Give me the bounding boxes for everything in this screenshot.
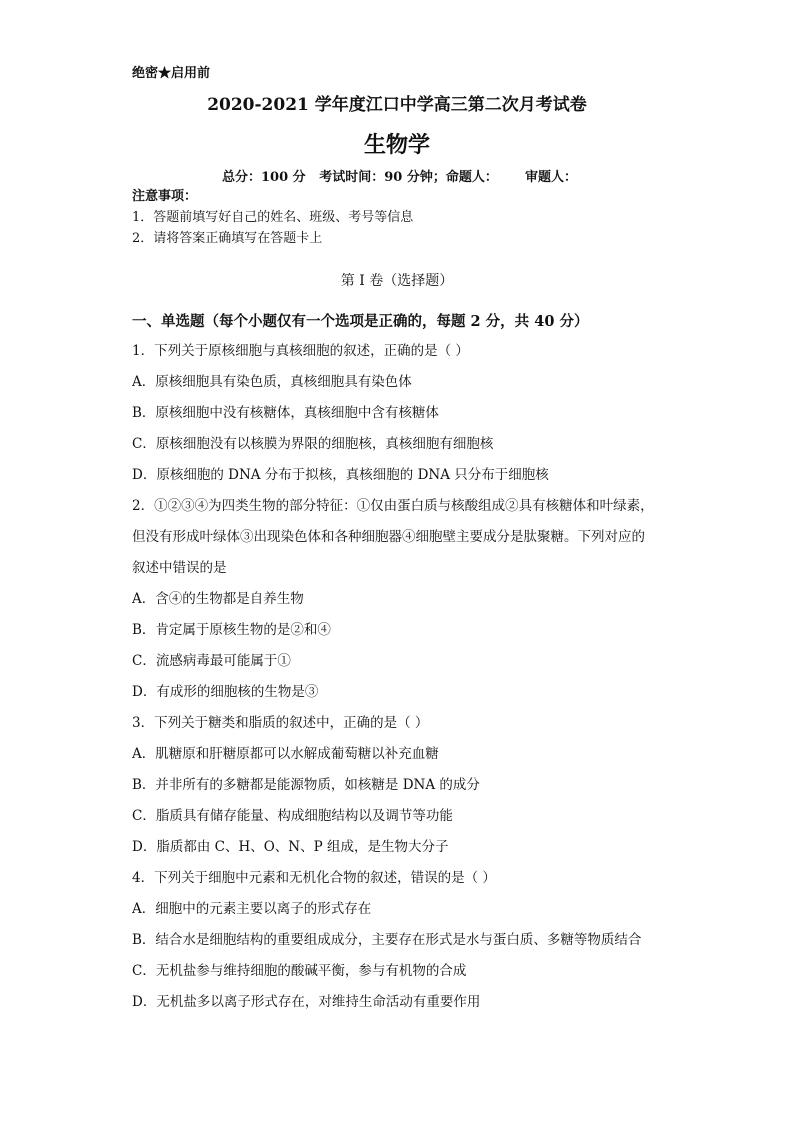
notes-block: [132, 186, 413, 249]
question-stem: 3．下列关于糖类和脂质的叙述中，正确的是（ ）: [132, 715, 429, 731]
exam-meta: 总分：100 分 考试时间：90 分钟；命题人： 审题人：: [222, 170, 578, 185]
question-option: B．结合水是细胞结构的重要组成成分，主要存在形式是水与蛋白质、多糖等物质结合: [132, 932, 642, 948]
notes-item: 1．答题前填写好自己的姓名、班级、考号等信息: [132, 210, 414, 225]
question-option: D．原核细胞的 DNA 分布于拟核，真核细胞的 DNA 只分布于细胞核: [132, 467, 549, 483]
question-option: A．肌糖原和肝糖原都可以水解成葡萄糖以补充血糖: [132, 746, 439, 762]
question-option: D．脂质都由 C、H、O、N、P 组成，是生物大分子: [132, 839, 449, 855]
secret-label: 绝密★启用前: [132, 66, 211, 81]
part-heading: 一、单选题（每个小题仅有一个选项是正确的，每题 2 分，共 40 分）: [132, 313, 589, 330]
question-option: A．原核细胞具有染色质，真核细胞具有染色体: [132, 374, 412, 390]
question: [132, 708, 672, 863]
question-stem: 1．下列关于原核细胞与真核细胞的叙述，正确的是（ ）: [132, 343, 469, 359]
question: [132, 863, 672, 1018]
question-option: C．流感病毒最可能属于①: [132, 653, 291, 669]
question-stem: 但没有形成叶绿体③出现染色体和各种细胞器④细胞壁主要成分是肽聚糖。下列对应的: [132, 529, 645, 545]
question-option: C．无机盐参与维持细胞的酸碱平衡，参与有机物的合成: [132, 963, 467, 979]
exam-title: 2020-2021 学年度江口中学高三第二次月考试卷: [207, 95, 587, 115]
question-option: D．无机盐多以离子形式存在，对维持生命活动有重要作用: [132, 994, 481, 1010]
notes-item: 2．请将答案正确填写在答题卡上: [132, 231, 323, 246]
question-stem: 叙述中错误的是: [132, 560, 227, 576]
question-option: B．肯定属于原核生物的是②和④: [132, 622, 331, 638]
question-option: C．脂质具有储存能量、构成细胞结构以及调节等功能: [132, 808, 453, 824]
question-option: B．原核细胞中没有核糖体，真核细胞中含有核糖体: [132, 405, 439, 421]
question-option: D．有成形的细胞核的生物是③: [132, 684, 319, 700]
question: [132, 336, 672, 491]
question-stem: 2．①②③④为四类生物的部分特征：①仅由蛋白质与核酸组成②具有核糖体和叶绿素，: [132, 498, 654, 514]
question-option: C．原核细胞没有以核膜为界限的细胞核，真核细胞有细胞核: [132, 436, 494, 452]
question: [132, 491, 672, 708]
question-stem: 4．下列关于细胞中元素和无机化合物的叙述，错误的是（ ）: [132, 870, 496, 886]
question-option: A．细胞中的元素主要以离子的形式存在: [132, 901, 372, 917]
question-option: A．含④的生物都是自养生物: [132, 591, 304, 607]
subject-title: 生物学: [363, 132, 430, 158]
question-option: B．并非所有的多糖都是能源物质，如核糖是 DNA 的成分: [132, 777, 480, 793]
questions-list: [132, 336, 672, 1018]
section-title: 第 I 卷（选择题）: [340, 273, 454, 289]
notes-heading: 注意事项：: [132, 189, 198, 204]
